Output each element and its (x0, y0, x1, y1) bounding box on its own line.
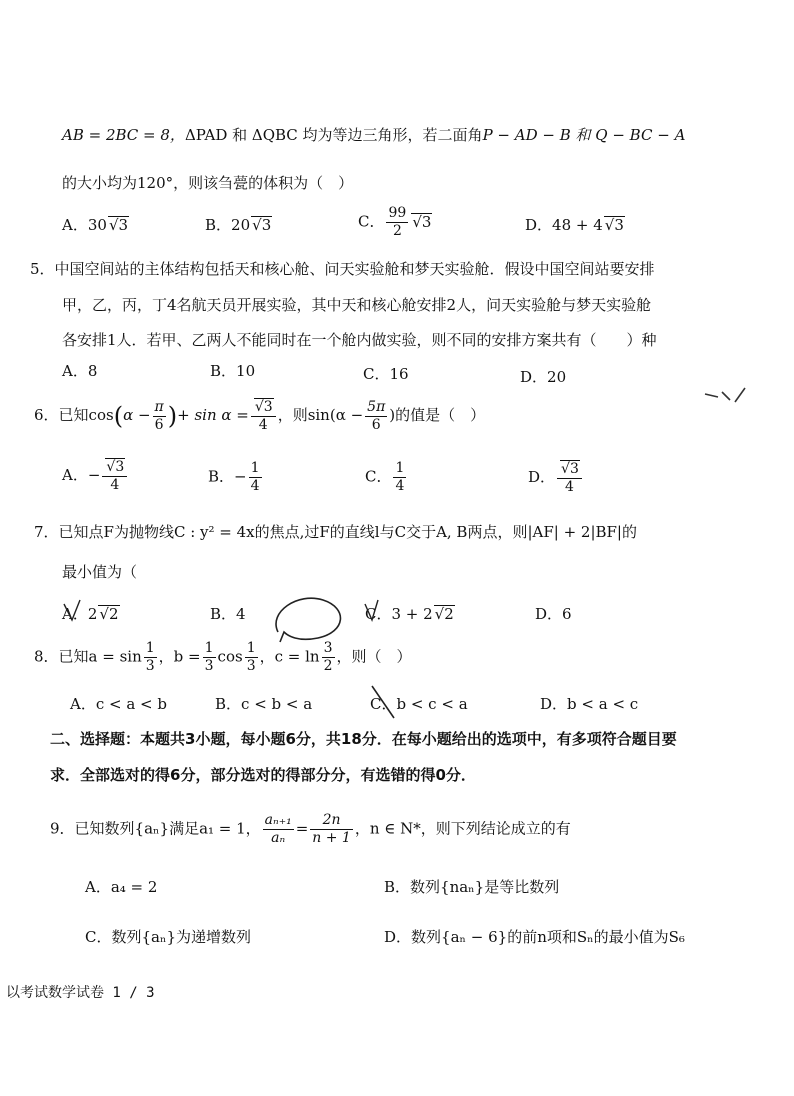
q9-option-a[interactable]: A．a₄ = 2 (85, 878, 158, 896)
q4-condition-text: ΔPAD 和 ΔQBC 均为等边三角形，若二面角 (184, 126, 483, 144)
q4-line2: 的大小均为120°，则该刍甍的体积为（ ） (62, 174, 354, 192)
q8-option-c[interactable]: C．b < c < a (370, 695, 468, 713)
q7-line1: 7．已知点F为抛物线C : y² = 4x的焦点,过F的直线l与C交于A, B两点，则|AF| + 2|BF|的 (34, 523, 637, 541)
q5-option-b[interactable]: B．10 (210, 362, 256, 380)
q4-option-d[interactable]: D．48 + 4√ 3 (525, 214, 625, 235)
q5-line3: 各安排1人．若甲、乙两人不能同时在一个舱内做实验，则不同的安排方案共有（ ）种 (62, 331, 657, 349)
q4-option-a[interactable]: A．30√ 3 (62, 214, 129, 235)
page-footer: 以考试数学试卷 1 / 3 (6, 985, 155, 1001)
q4-condition: AB = 2BC = 8， (62, 126, 185, 144)
q8-option-a[interactable]: A．c < a < b (70, 695, 167, 713)
fraction: $\frac{99}{2}$ (388, 205, 407, 239)
fraction: √ $\frac{3}{4}$ (251, 398, 276, 434)
q4-dihedral-angles: P − AD − B 和 Q − BC − A (482, 126, 686, 144)
q4-option-c[interactable]: C． $\frac{99}{2}$ √ 3 (358, 205, 432, 240)
q5-option-a[interactable]: A．8 (62, 362, 98, 380)
q9-option-b[interactable]: B．数列{naₙ}是等比数列 (384, 878, 560, 896)
q8-option-d[interactable]: D．b < a < c (540, 695, 639, 713)
q6-option-d[interactable]: D． √ $\frac{3}{4}$ (528, 460, 584, 496)
q5-option-d[interactable]: D．20 (520, 368, 567, 386)
q5-line1: 5．中国空间站的主体结构包括天和核心舱、问天实验舱和梦天实验舱．假设中国空间站要安排 (30, 260, 655, 278)
handwritten-mark (700, 382, 750, 412)
section2-instructions: 求．全部选对的得6分，部分选对的得部分分，有选错的得0分． (50, 766, 476, 784)
strike-mark (368, 682, 398, 722)
q9-option-d[interactable]: D．数列{aₙ − 6}的前n项和Sₙ的最小值为S₆ (384, 928, 685, 946)
q6-stem: 6．已知cos(α − $\frac{\pi}{6}$ )+ sin α = √ $\frac{3}{4}$ ，则sin(α − $\frac{5\pi}{6}$ )的值是（ ） (34, 398, 485, 434)
q7-line2: 最小值为（ (62, 563, 138, 581)
q5-option-c[interactable]: C．16 (363, 365, 409, 383)
q7-option-c[interactable]: C．3 + 2√ 2 (365, 603, 455, 624)
q4-line1 (62, 124, 685, 145)
fraction: $\frac{\pi}{6}$ (154, 398, 164, 433)
fraction: $\frac{5\pi}{6}$ (367, 398, 386, 433)
q9-stem: 9．已知数列{aₙ}满足a₁ = 1， $\frac{\text{aₙ₊₁}}{\text{aₙ}}$ = $\frac{2n}{n + 1}$ ，n ∈ N*，则下列结论成立的有 (50, 812, 571, 846)
check-mark-icon (60, 596, 90, 626)
q4-option-b[interactable]: B．20√ 3 (205, 214, 272, 235)
q7-option-a[interactable]: A．2√ 2 (62, 603, 120, 624)
q6-option-a[interactable]: A．− √ $\frac{3}{4}$ (62, 458, 129, 494)
q9-option-c[interactable]: C．数列{aₙ}为递增数列 (85, 928, 251, 946)
check-mark-icon (362, 598, 382, 624)
q6-option-c[interactable]: C． $\frac{1}{4}$ (365, 460, 405, 494)
q8-option-b[interactable]: B．c < b < a (215, 695, 313, 713)
q5-line2: 甲，乙，丙，丁4名航天员开展实验，其中天和核心舱安排2人，问天实验舱与梦天实验舱 (62, 296, 652, 314)
q7-option-b[interactable]: B．4 (210, 605, 246, 623)
q7-option-d[interactable]: D．6 (535, 605, 572, 623)
q6-option-b[interactable]: B．− $\frac{1}{4}$ (208, 460, 260, 494)
q8-stem: 8．已知a = sin $\frac{1}{3}$ ，b = $\frac{1}{3}$ cos $\frac{1}{3}$ ，c = ln $\frac{3}{2}$ ，则（ ） (34, 640, 412, 674)
section2-heading: 二、选择题：本题共3小题，每小题6分，共18分．在每小题给出的选项中，有多项符合题目要 (50, 730, 677, 748)
